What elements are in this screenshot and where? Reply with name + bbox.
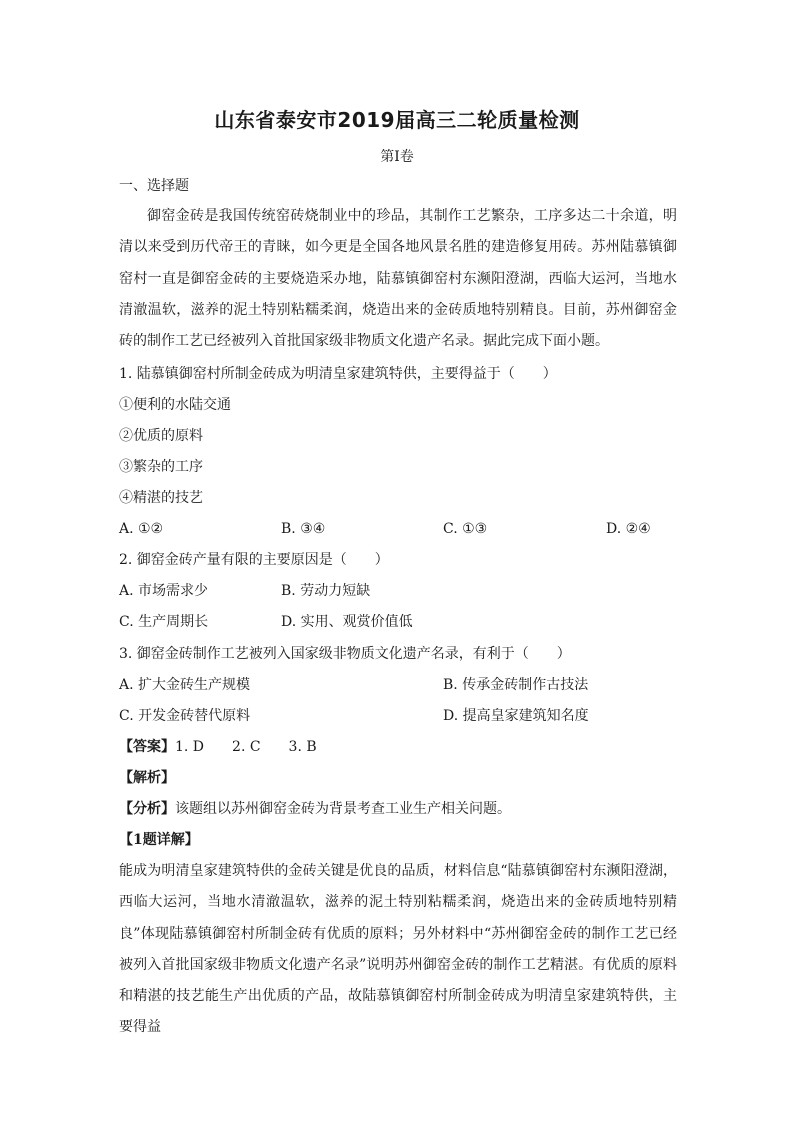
answer-label: 【答案】 <box>119 739 175 755</box>
section-heading: 一、选择题 <box>119 178 189 194</box>
analysis-label: 【解析】 <box>119 770 175 786</box>
fenxi-text: 该题组以苏州御窑金砖为背景考查工业生产相关问题。 <box>175 801 511 817</box>
question-1-item: ①便利的水陆交通 <box>119 397 231 413</box>
question-2-option-c: C. 生产周期长 <box>119 614 209 630</box>
detail-label: 【1题详解】 <box>119 832 199 848</box>
answer-line <box>119 737 317 757</box>
fenxi-line <box>119 799 511 819</box>
question-2-option-b: B. 劳动力短缺 <box>281 583 371 599</box>
page-title: 山东省泰安市2019届高三二轮质量检测 <box>214 108 580 132</box>
question-1-option-b: B. ③④ <box>281 521 326 537</box>
question-1-item: ③繁杂的工序 <box>119 459 203 475</box>
page-subtitle: 第I卷 <box>380 149 414 165</box>
question-3-stem: 3. 御窑金砖制作工艺被列入国家级非物质文化遗产名录，有利于（ ） <box>119 646 571 662</box>
fenxi-label: 【分析】 <box>119 801 175 817</box>
question-1-option-d: D. ②④ <box>606 521 651 537</box>
question-1-stem: 1. 陆慕镇御窑村所制金砖成为明清皇家建筑特供，主要得益于（ ） <box>119 366 557 382</box>
passage-paragraph: 御窑金砖是我国传统窑砖烧制业中的珍品，其制作工艺繁杂，工序多达二十余道，明清以来受到历代帝王的青睐，如今更是全国各地风景名胜的建造修复用砖。苏州陆慕镇御窑村一直是御窑金砖的主要烧造采办地，陆慕镇御窑村东濒阳澄湖，西临大运河，当地水清澈温软，滋养的泥土特别粘糯柔润，烧造出来的金砖质地特别精良。目前，苏州御窑金砖的制作工艺已经被列入首批国家级非物质文化遗产名录。据此完成下面小题。 <box>119 208 677 350</box>
answer-text: 1. D 2. C 3. B <box>175 739 317 755</box>
question-3-option-c: C. 开发金砖替代原料 <box>119 708 251 724</box>
question-1-item: ④精湛的技艺 <box>119 490 203 506</box>
detail-paragraph: 能成为明清皇家建筑特供的金砖关键是优良的品质，材料信息“陆慕镇御窑村东濒阳澄湖，西临大运河，当地水清澈温软，滋养的泥土特别粘糯柔润，烧造出来的金砖质地特别精良”体现陆慕镇御窑村所制金砖有优质的原料；另外材料中“苏州御窑金砖的制作工艺已经被列入首批国家级非物质文化遗产名录”说明苏州御窑金砖的制作工艺精湛。有优质的原料和精湛的技艺能生产出优质的产品，故陆慕镇御窑村所制金砖成为明清皇家建筑特供，主要得益 <box>119 863 677 1036</box>
question-3-option-a: A. 扩大金砖生产规模 <box>119 677 251 693</box>
question-1-option-a: A. ①② <box>119 521 164 537</box>
question-2-option-a: A. 市场需求少 <box>119 583 209 599</box>
question-1-option-c: C. ①③ <box>443 521 488 537</box>
question-2-option-d: D. 实用、观赏价值低 <box>281 614 413 630</box>
question-1-item: ②优质的原料 <box>119 428 203 444</box>
question-2-stem: 2. 御窑金砖产量有限的主要原因是（ ） <box>119 552 389 568</box>
question-3-option-b: B. 传承金砖制作古技法 <box>443 677 589 693</box>
question-3-option-d: D. 提高皇家建筑知名度 <box>443 708 589 724</box>
